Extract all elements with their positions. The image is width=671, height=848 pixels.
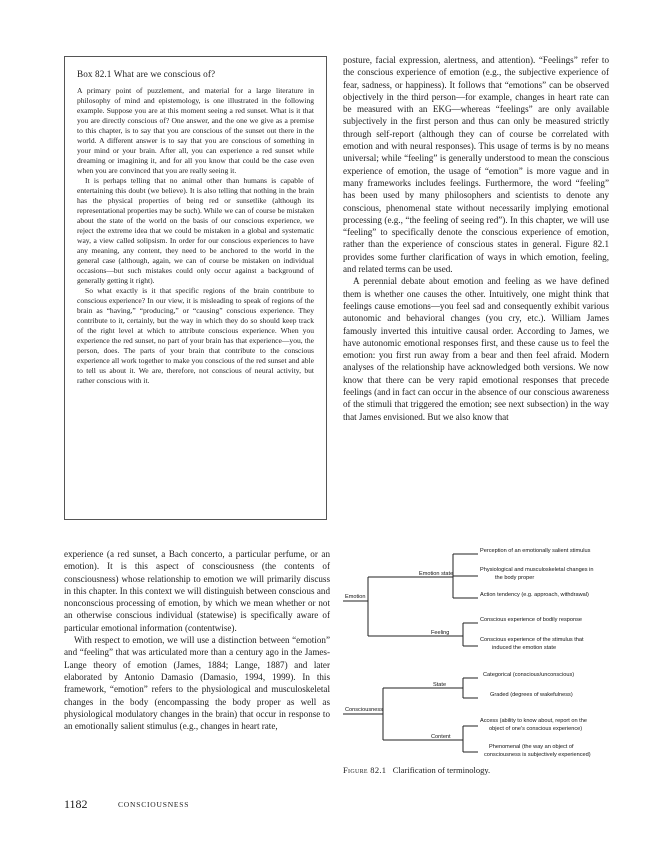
leaf-physiological-line2: the body proper <box>495 575 535 581</box>
running-head: CONSCIOUSNESS <box>118 800 190 809</box>
node-emotion-state: Emotion state <box>419 571 454 577</box>
box-title: Box 82.1 What are we conscious of? <box>77 69 216 79</box>
node-consciousness: Consciousness <box>345 707 383 713</box>
body-paragraph: With respect to emotion, we will use a distinction between “emotion” and “feeling” that was articulated more than a century ago in the James-Lange theory of emotion (James, 1884; Lange, 1887) and later elaborated by Antonio Damasio (Damasio, 1994, 1999). In this framework, “emotion” refers to the physiological and musculoskeletal changes in the body (encompassing the body proper as well as physiological modulatory changes in the brain) that occur in response to an emotionally salient stimulus (e.g., changes in heart rate, <box>64 635 330 732</box>
leaf-stimulus-line2: induced the emotion state <box>492 645 557 651</box>
leaf-phenomenal-line2: consciousness is subjectively experienced) <box>484 752 591 758</box>
node-content: Content <box>431 734 451 740</box>
node-emotion: Emotion <box>345 594 366 600</box>
box-body <box>77 86 314 386</box>
leaf-action-tendency: Action tendency (e.g. approach, withdrawal) <box>480 592 589 598</box>
page-number: 1182 <box>64 797 88 811</box>
body-paragraph: experience (a red sunset, a Bach concerto, a particular perfume, or an emotion). It is this aspect of consciousness (the contents of consciousness) whose relationship to emotion we will primarily discuss in this chapter. In this context we will distinguish between conscious and nonconscious processing of emotion, by which we mean whether or not an otherwise conscious individual (statewise) is specifically aware of particular emotional information (contentwise). <box>64 549 330 633</box>
right-column <box>343 54 609 423</box>
body-paragraph: posture, facial expression, alertness, and attention). “Feelings” refer to the conscious experience of emotion (e.g., the subjective experience of fear, sadness, or happiness). It follows that “emotions” can be observed objectively in the third person—for example, changes in heart rate can be measured with an EKG—whereas “feelings” are only available subjectively in the first person and thus can only be measured strictly through self-report (although they can of course be correlated with emotion and with neural responses). This usage of terms is by no means universal; while “feeling” is generally understood to mean the conscious experience of emotion, the usage of “emotion” is more vague and in many frameworks includes feelings. Furthermore, the word “feeling” has been used by many philosophers and scientists to denote any conscious, phenomenal state without necessarily implying emotional processing (e.g., “the feeling of seeing red”). In this chapter, we will use “feeling” to specifically denote the conscious experience of emotion, rather than the experience of conscious states in general. Figure 82.1 provides some further clarification of ways in which emotion, feeling, and related terms can be used. <box>343 55 609 275</box>
node-state: State <box>433 682 447 688</box>
leaf-physiological-line1: Physiological and musculoskeletal changes in <box>480 567 594 573</box>
figure-label: Figure 82.1 <box>343 765 387 775</box>
leaf-graded: Graded (degrees of wakefulness) <box>490 692 573 698</box>
leaf-bodily-response: Conscious experience of bodily response <box>480 617 582 623</box>
leaf-access-line2: object of one's conscious experience) <box>489 726 583 732</box>
leaf-perception: Perception of an emotionally salient stimulus <box>480 548 591 554</box>
node-feeling: Feeling <box>431 630 450 636</box>
leaf-categorical: Categorical (conscious/unconscious) <box>483 672 575 678</box>
caption-text: Clarification of terminology. <box>392 765 491 775</box>
leaf-phenomenal-line1: Phenomenal (the way an object of <box>489 744 574 750</box>
body-paragraph: A perennial debate about emotion and feeling as we have defined them is whether one causes the other. Intuitively, one might think that feelings cause emotions—you feel sad and consequently exhibit various autonomic and behavioral changes (you cry, etc.). William James famously inverted this intuitive causal order. According to James, we have autonomic emotional responses first, and these cause us to feel the emotion: you first run away from a bear and then feel afraid. Modern analyses of the relationship have acknowledged both versions. We now know that there can be very rapid emotional responses that precede feelings (and in fact can occur in the absence of our conscious awareness of the stimuli that triggered the emotion; see next subsection) in the way that James envisioned. But we also know that <box>343 276 609 422</box>
figure-caption <box>343 765 490 775</box>
sidebar-box <box>64 56 327 520</box>
box-paragraph: So what exactly is it that specific regions of the brain contribute to conscious experience? In our view, it is misleading to speak of regions of the brain as “having,” “producing,” or “causing” conscious experience. They contribute to it, certainly, but the way in which they do so should keep track of the right level at which to attribute conscious experience. When you experience the red sunset, no part of your brain has that experience—you, the person, does. The parts of your brain that contribute to the conscious experience all work together to make you conscious of the red sunset and able to tell us about it. We are, therefore, not conscious of neural activity, but rather conscious with it. <box>77 286 314 385</box>
leaf-stimulus-line1: Conscious experience of the stimulus that <box>480 637 584 643</box>
left-column <box>64 548 330 732</box>
terminology-diagram <box>343 540 613 760</box>
box-paragraph: A primary point of puzzlement, and material for a large literature in philosophy of mind and epistemology, is one illustrated in the following example. Suppose you are at this moment seeing a red sunset. What is it that you are directly conscious of? One answer, and the one we give as a premise to this chapter, is to say that you are conscious of the sunset out there in the world. A different answer is to say that you are conscious of something in your mind or your brain. After all, you can experience a red sunset while dreaming or imagining it, and for all you know that could be the case even when you are convinced that you are really seeing it. <box>77 86 314 175</box>
box-paragraph: It is perhaps telling that no animal other than humans is capable of entertaining this doubt (we believe). It is also telling that nothing in the brain has the physical properties of being red or sunsetlike (although its representational properties may be such). While we can of course be mistaken about the state of the world on the basis of our conscious experience, we reject the extreme idea that we could be mistaken in a global and systematic way, a view called solipsism. In order for our conscious experiences to have any meaning, any content, they need to be anchored to the world in the general case (although, again, we can of course be mistaken on individual occasions—but such mistakes could only occur against a background of generally getting it right). <box>77 176 314 285</box>
leaf-access-line1: Access (ability to know about, report on the <box>480 718 587 724</box>
